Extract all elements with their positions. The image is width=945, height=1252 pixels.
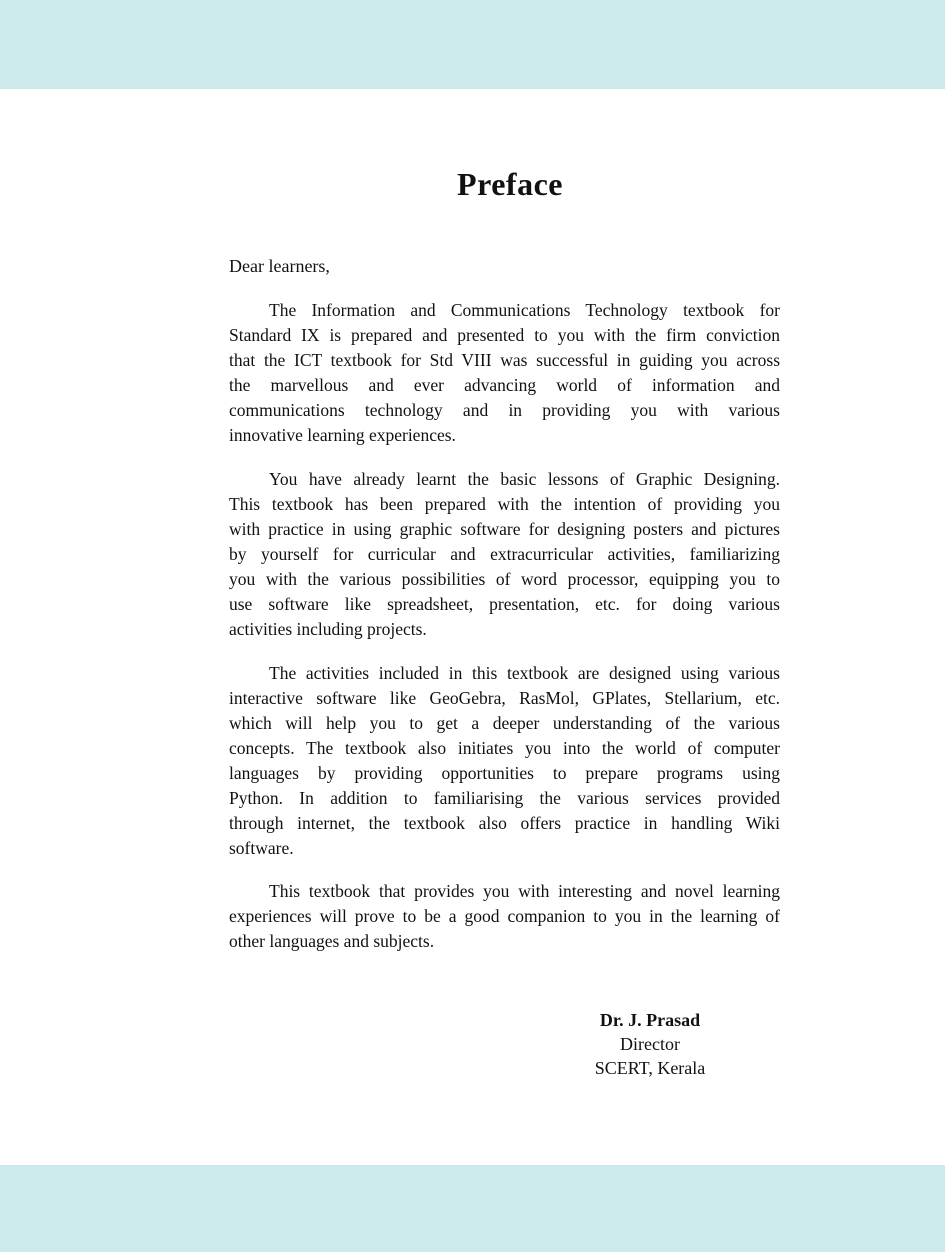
text-line: languages by providing opportunities to prepare programs using	[229, 763, 780, 783]
text-line: that the ICT textbook for Std VIII was successful in guiding you across	[229, 350, 780, 370]
text-line: with practice in using graphic software for designing posters and pictures	[229, 519, 780, 539]
paragraph-1	[229, 298, 780, 448]
text-line: This textbook that provides you with interesting and novel learning	[269, 881, 780, 901]
text-line: Python. In addition to familiarising the various services provided	[229, 788, 780, 808]
footer-band	[0, 1165, 945, 1252]
text-line: through internet, the textbook also offers practice in handling Wiki	[229, 813, 780, 833]
text-line: the marvellous and ever advancing world of information and	[229, 375, 780, 395]
page-title: Preface	[457, 166, 563, 202]
signatory-organization: SCERT, Kerala	[594, 1058, 706, 1078]
text-line: The Information and Communications Technology textbook for	[269, 300, 780, 320]
text-line: concepts. The textbook also initiates you into the world of computer	[229, 738, 780, 758]
salutation: Dear learners,	[229, 256, 330, 276]
text-line: This textbook has been prepared with the intention of providing you	[229, 494, 780, 514]
signatory-designation: Director	[620, 1034, 680, 1054]
paragraph-2	[229, 467, 780, 642]
header-band	[0, 0, 945, 89]
text-line: Standard IX is prepared and presented to you with the firm conviction	[229, 325, 780, 345]
text-line: activities including projects.	[229, 619, 427, 639]
text-line: which will help you to get a deeper understanding of the various	[229, 713, 780, 733]
text-line: experiences will prove to be a good companion to you in the learning of	[229, 906, 780, 926]
text-line: innovative learning experiences.	[229, 425, 456, 445]
text-line: You have already learnt the basic lessons of Graphic Designing.	[269, 469, 780, 489]
text-line: by yourself for curricular and extracurricular activities, familiarizing	[229, 544, 780, 564]
paragraph-3	[229, 661, 780, 861]
text-line: The activities included in this textbook are designed using various	[269, 663, 780, 683]
signatory-name: Dr. J. Prasad	[599, 1010, 701, 1030]
text-line: interactive software like GeoGebra, RasMol, GPlates, Stellarium, etc.	[229, 688, 780, 708]
text-line: communications technology and in providing you with various	[229, 400, 780, 420]
text-line: software.	[229, 838, 294, 858]
paragraph-4	[229, 879, 780, 954]
text-line: use software like spreadsheet, presentation, etc. for doing various	[229, 594, 780, 614]
signature-block	[560, 1008, 740, 1080]
text-line: other languages and subjects.	[229, 931, 435, 951]
text-line: you with the various possibilities of word processor, equipping you to	[229, 569, 780, 589]
